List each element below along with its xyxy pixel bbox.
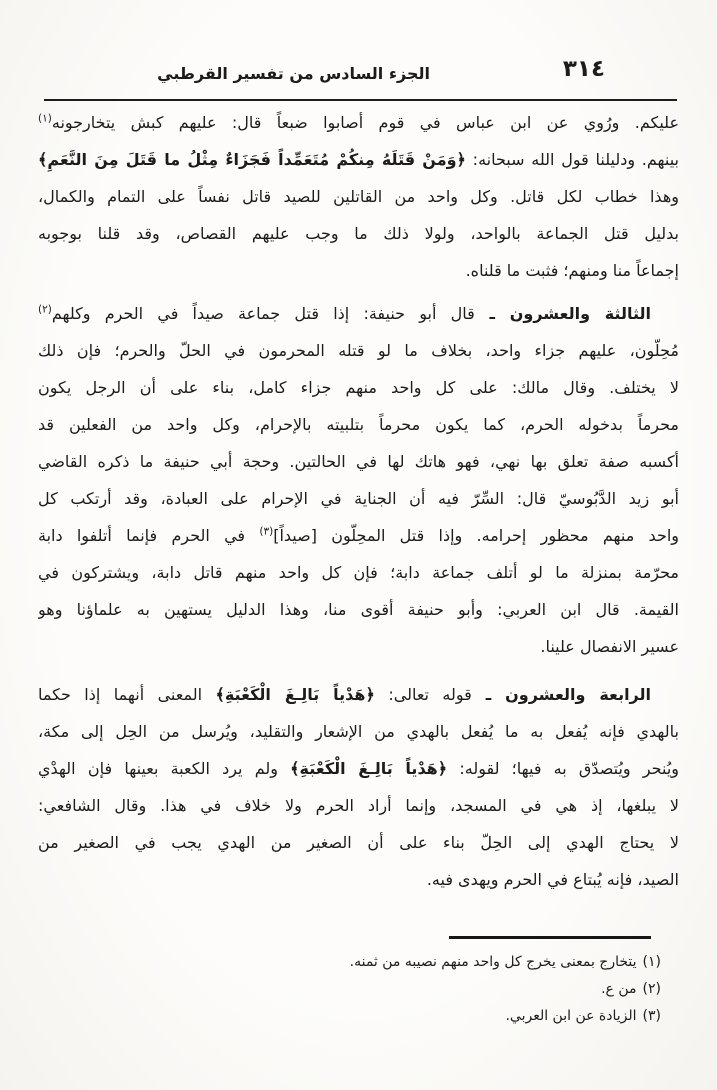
text-line [38, 332, 679, 369]
text-segment: أبو زيد الدَّبُوسيّ قال: السِّرّ فيه أن الجناية في الإحرام على العبادة، وقد أرتكب كل [38, 489, 679, 508]
text-segment: ويُنحر ويُتصدّق به فيها؛ لقوله: [447, 759, 679, 778]
footnote-marker: (١) [38, 112, 52, 125]
text-line [38, 861, 679, 898]
bold-text-segment: الرابعة والعشرون ـ [471, 685, 652, 704]
footnote-item [40, 1003, 661, 1030]
text-segment: القيمة. قال ابن العربي: وأبو حنيفة أقوى منا، وهذا الدليل يستهين به علماؤنا وهو [38, 600, 679, 619]
footnote-separator [449, 936, 651, 939]
footnote-text: من ع. [601, 981, 637, 997]
text-line [38, 178, 679, 215]
body-paragraph [38, 676, 679, 898]
body-paragraph [38, 295, 679, 665]
text-line [38, 750, 679, 787]
text-line [38, 628, 679, 665]
body-text [38, 104, 679, 898]
text-line [38, 713, 679, 750]
text-segment: بدليل قتل الجماعة بالواحد، ولولا ذلك ما وجب عليهم القصاص، وقد قلنا بوجوبه [38, 224, 679, 243]
footnote-marker: (٢) [38, 303, 52, 316]
text-segment: لا يحتاج الهدي إلى الحِلّ بناء على أن الصغير من الهدي يجب في الصغير من [38, 833, 679, 852]
text-line [38, 824, 679, 861]
text-line [38, 252, 679, 289]
text-segment: واحد منهم محظور إحرامه. وإذا قتل المحِلّون [صيداً] [273, 526, 679, 545]
text-segment: قال أبو حنيفة: إذا قتل جماعة صيداً في الحرم وكلهم [51, 304, 475, 323]
text-segment: قوله تعالى: [374, 685, 472, 704]
text-line [38, 406, 679, 443]
bold-text-segment: ﴿وَمَنْ قَتَلَهُ مِنكُمْ مُتَعَمِّداً فَجَزَاءٌ مِثْلُ ما قَتَلَ مِنَ النَّعَمِ﴾ [38, 150, 466, 169]
footnote-list [40, 949, 677, 1030]
text-segment: المعنى أنهما إذا حكما [38, 685, 216, 704]
text-line [38, 295, 679, 332]
footnote-text: يتخارج بمعنى يخرج كل واحد منهم نصيبه من ثمنه. [349, 954, 637, 970]
text-segment: أكسبه صفة تعلق بها نهي، فهو هاتك لها في الحالتين. وحجة أبي حنيفة ما ذكره القاضي [38, 452, 679, 471]
header-rule [44, 99, 677, 101]
text-segment: بالهدي فإنه يُفعل به ما يُفعل بالهدي من الإشعار والتقليد، ويُرسل من الحِل إلى مكة، [38, 722, 679, 741]
header-title: الجزء السادس من تفسير القرطبي [157, 64, 430, 83]
text-segment: ولم يرد الكعبة بعينها فإن الهدْي [38, 759, 291, 778]
bold-text-segment: ﴿هَدْياً بَالِـغَ الْكَعْبَةِ﴾ [290, 759, 448, 778]
body-paragraph [38, 104, 679, 289]
bold-text-segment: الثالثة والعشرون ـ [474, 304, 651, 323]
footnotes-section [40, 936, 677, 1030]
footnote-number: (٣) [642, 1008, 661, 1024]
page-header [0, 0, 717, 104]
bold-text-segment: ﴿هَدْياً بَالِـغَ الْكَعْبَةِ﴾ [215, 685, 375, 704]
footnote-marker: (٣) [259, 525, 274, 538]
text-line [38, 787, 679, 824]
text-line [38, 443, 679, 480]
text-segment: محرماً بدخوله الحرم، كما يكون محرماً بتلبيته بالإحرام، وكل واحد من الفعلين قد [38, 415, 679, 434]
text-line [38, 554, 679, 591]
text-line [38, 369, 679, 406]
footnote-number: (٢) [642, 981, 661, 997]
text-line [38, 215, 679, 252]
text-segment: لا يختلف. وقال مالك: على كل واحد منهم جزاء كامل، بناء على أن الرجل يكون [38, 378, 679, 397]
footnote-item [40, 976, 661, 1003]
text-line [38, 480, 679, 517]
text-segment: في الحرم فإنما أتلفوا دابة [38, 526, 260, 545]
text-segment: إجماعاً منا ومنهم؛ فثبت ما قلناه. [465, 261, 679, 280]
text-segment: وهذا خطاب لكل قاتل. وكل واحد من القاتلين للصيد قاتل نفساً على التمام والكمال، [38, 187, 679, 206]
page-number: ٣١٤ [562, 56, 605, 82]
text-segment: لا يبلغها، إذ هي في المسجد، وإنما أراد الحرم ولا خلاف في هذا. وقال الشافعي: [38, 796, 679, 815]
text-line [38, 104, 679, 141]
text-segment: مُحِلّون، عليهم جزاء واحد، بخلاف ما لو قتله المحرمون في الحلّ والحرم؛ فإن ذلك [38, 341, 679, 360]
text-segment: محرّمة بمنزلة ما لو أتلف جماعة دابة؛ فإن كل واحد منهم قاتل دابة، ويشتركون في [38, 563, 679, 582]
text-segment: عسير الانفصال علينا. [540, 637, 679, 656]
footnote-item [40, 949, 661, 976]
text-line [38, 141, 679, 178]
text-segment: عليكم. ورُوي عن ابن عباس في قوم أصابوا ضبعاً قال: عليهم كبش يتخارجونه [51, 113, 679, 132]
text-segment: الصيد، فإنه يُبتاع في الحرم ويهدى فيه. [426, 870, 679, 889]
footnote-text: الزيادة عن ابن العربي. [505, 1008, 637, 1024]
text-line [38, 517, 679, 554]
text-segment: بينهم. ودليلنا قول الله سبحانه: [465, 150, 679, 169]
text-line [38, 676, 679, 713]
footnote-number: (١) [642, 954, 661, 970]
text-line [38, 591, 679, 628]
